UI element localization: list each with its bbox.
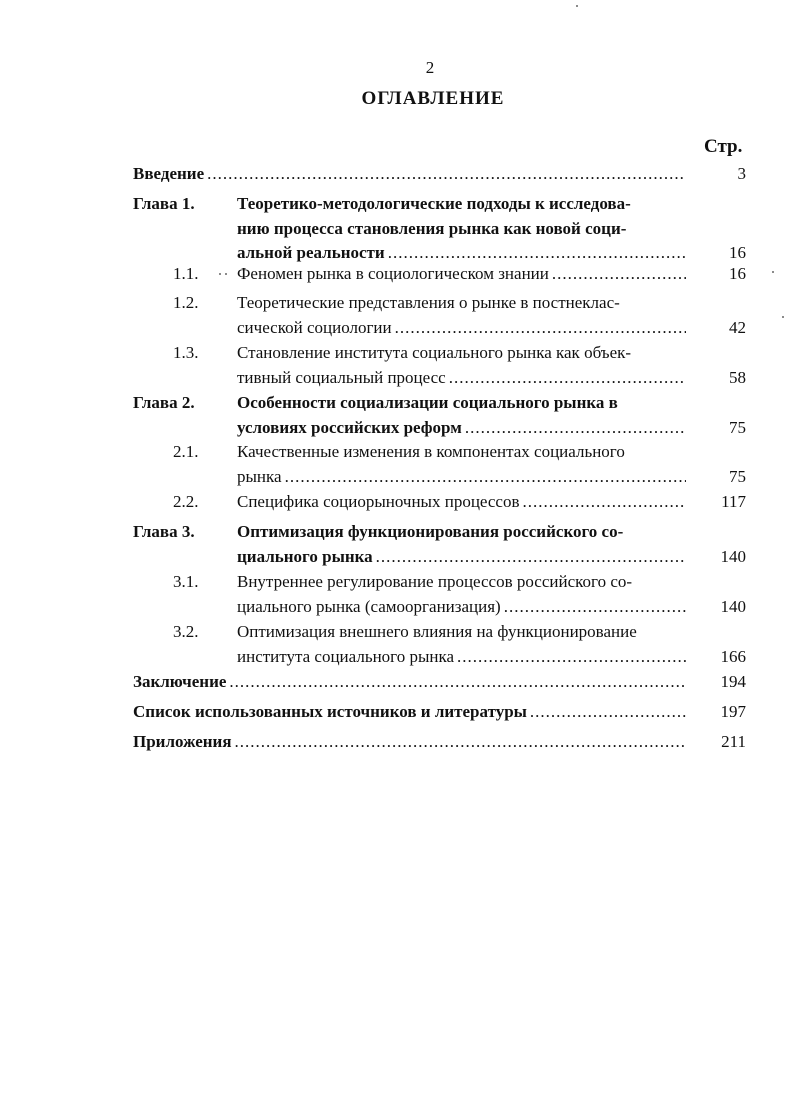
entry-title: Введение ..... [133, 162, 686, 187]
scan-speck [219, 273, 221, 275]
page-ref: 16 [729, 243, 746, 262]
entry-label: Глава 1. [133, 194, 195, 213]
page-ref: 42 [729, 317, 746, 337]
entry-label: 3.2. [173, 622, 199, 641]
entry-label: 3.1. [173, 572, 199, 591]
scan-speck [782, 316, 784, 318]
entry-title: Теоретические представления о рынке в постнеклас- сической социологии ..... [237, 291, 686, 340]
page-ref: 75 [729, 417, 746, 437]
entry-title: Особенности социализации социального рынка в условиях российских реформ ..... [237, 391, 686, 440]
entry-title: Внутреннее регулирование процессов российского со- циального рынка (самоорганизация) ..... [237, 570, 686, 619]
entry-label: 1.1. [173, 264, 199, 283]
entry-title: Оптимизация функционирования российского со- циального рынка ..... [237, 520, 686, 569]
entry-title: Феномен рынка в социологическом знании ..... [237, 262, 686, 287]
scan-speck [225, 273, 227, 275]
page-ref: 16 [729, 264, 746, 283]
entry-title: Становление института социального рынка как объек- тивный социальный процесс ..... [237, 341, 686, 390]
page-ref: 75 [729, 466, 746, 486]
entry-title: Оптимизация внешнего влияния на функционирование института социального рынка ..... [237, 620, 686, 669]
entry-label: Глава 2. [133, 393, 195, 412]
toc-title: ОГЛАВЛЕНИЕ [361, 88, 505, 109]
page-number: 2 [425, 58, 435, 77]
page-ref: 166 [720, 646, 746, 666]
entry-label: Глава 3. [133, 522, 195, 541]
page-ref: 197 [720, 702, 746, 721]
page-ref: 3 [737, 164, 746, 183]
entry-title: Заключение ..... [133, 670, 686, 695]
scan-speck [576, 5, 578, 7]
page-ref: 140 [720, 596, 746, 616]
entry-title: Список использованных источников и литературы ..... [133, 700, 686, 725]
page-ref: 194 [720, 672, 746, 691]
entry-label: 1.2. [173, 293, 199, 312]
pages-column-header: Стр. [704, 136, 743, 157]
page-ref: 58 [729, 367, 746, 387]
page-ref: 140 [720, 546, 746, 566]
entry-title: Теоретико-методологические подходы к исследова- нию процесса становления рынка как новой соци- альной реальности ..... [237, 192, 686, 266]
page-ref: 117 [721, 492, 746, 511]
entry-label: 1.3. [173, 343, 199, 362]
scan-speck [772, 271, 774, 273]
entry-title: Специфика социорыночных процессов ..... [237, 490, 686, 515]
entry-label: 2.2. [173, 492, 199, 511]
page-ref: 211 [721, 732, 746, 751]
entry-title: Приложения ..... [133, 730, 686, 755]
entry-title: Качественные изменения в компонентах социального рынка ..... [237, 440, 686, 489]
entry-label: 2.1. [173, 442, 199, 461]
